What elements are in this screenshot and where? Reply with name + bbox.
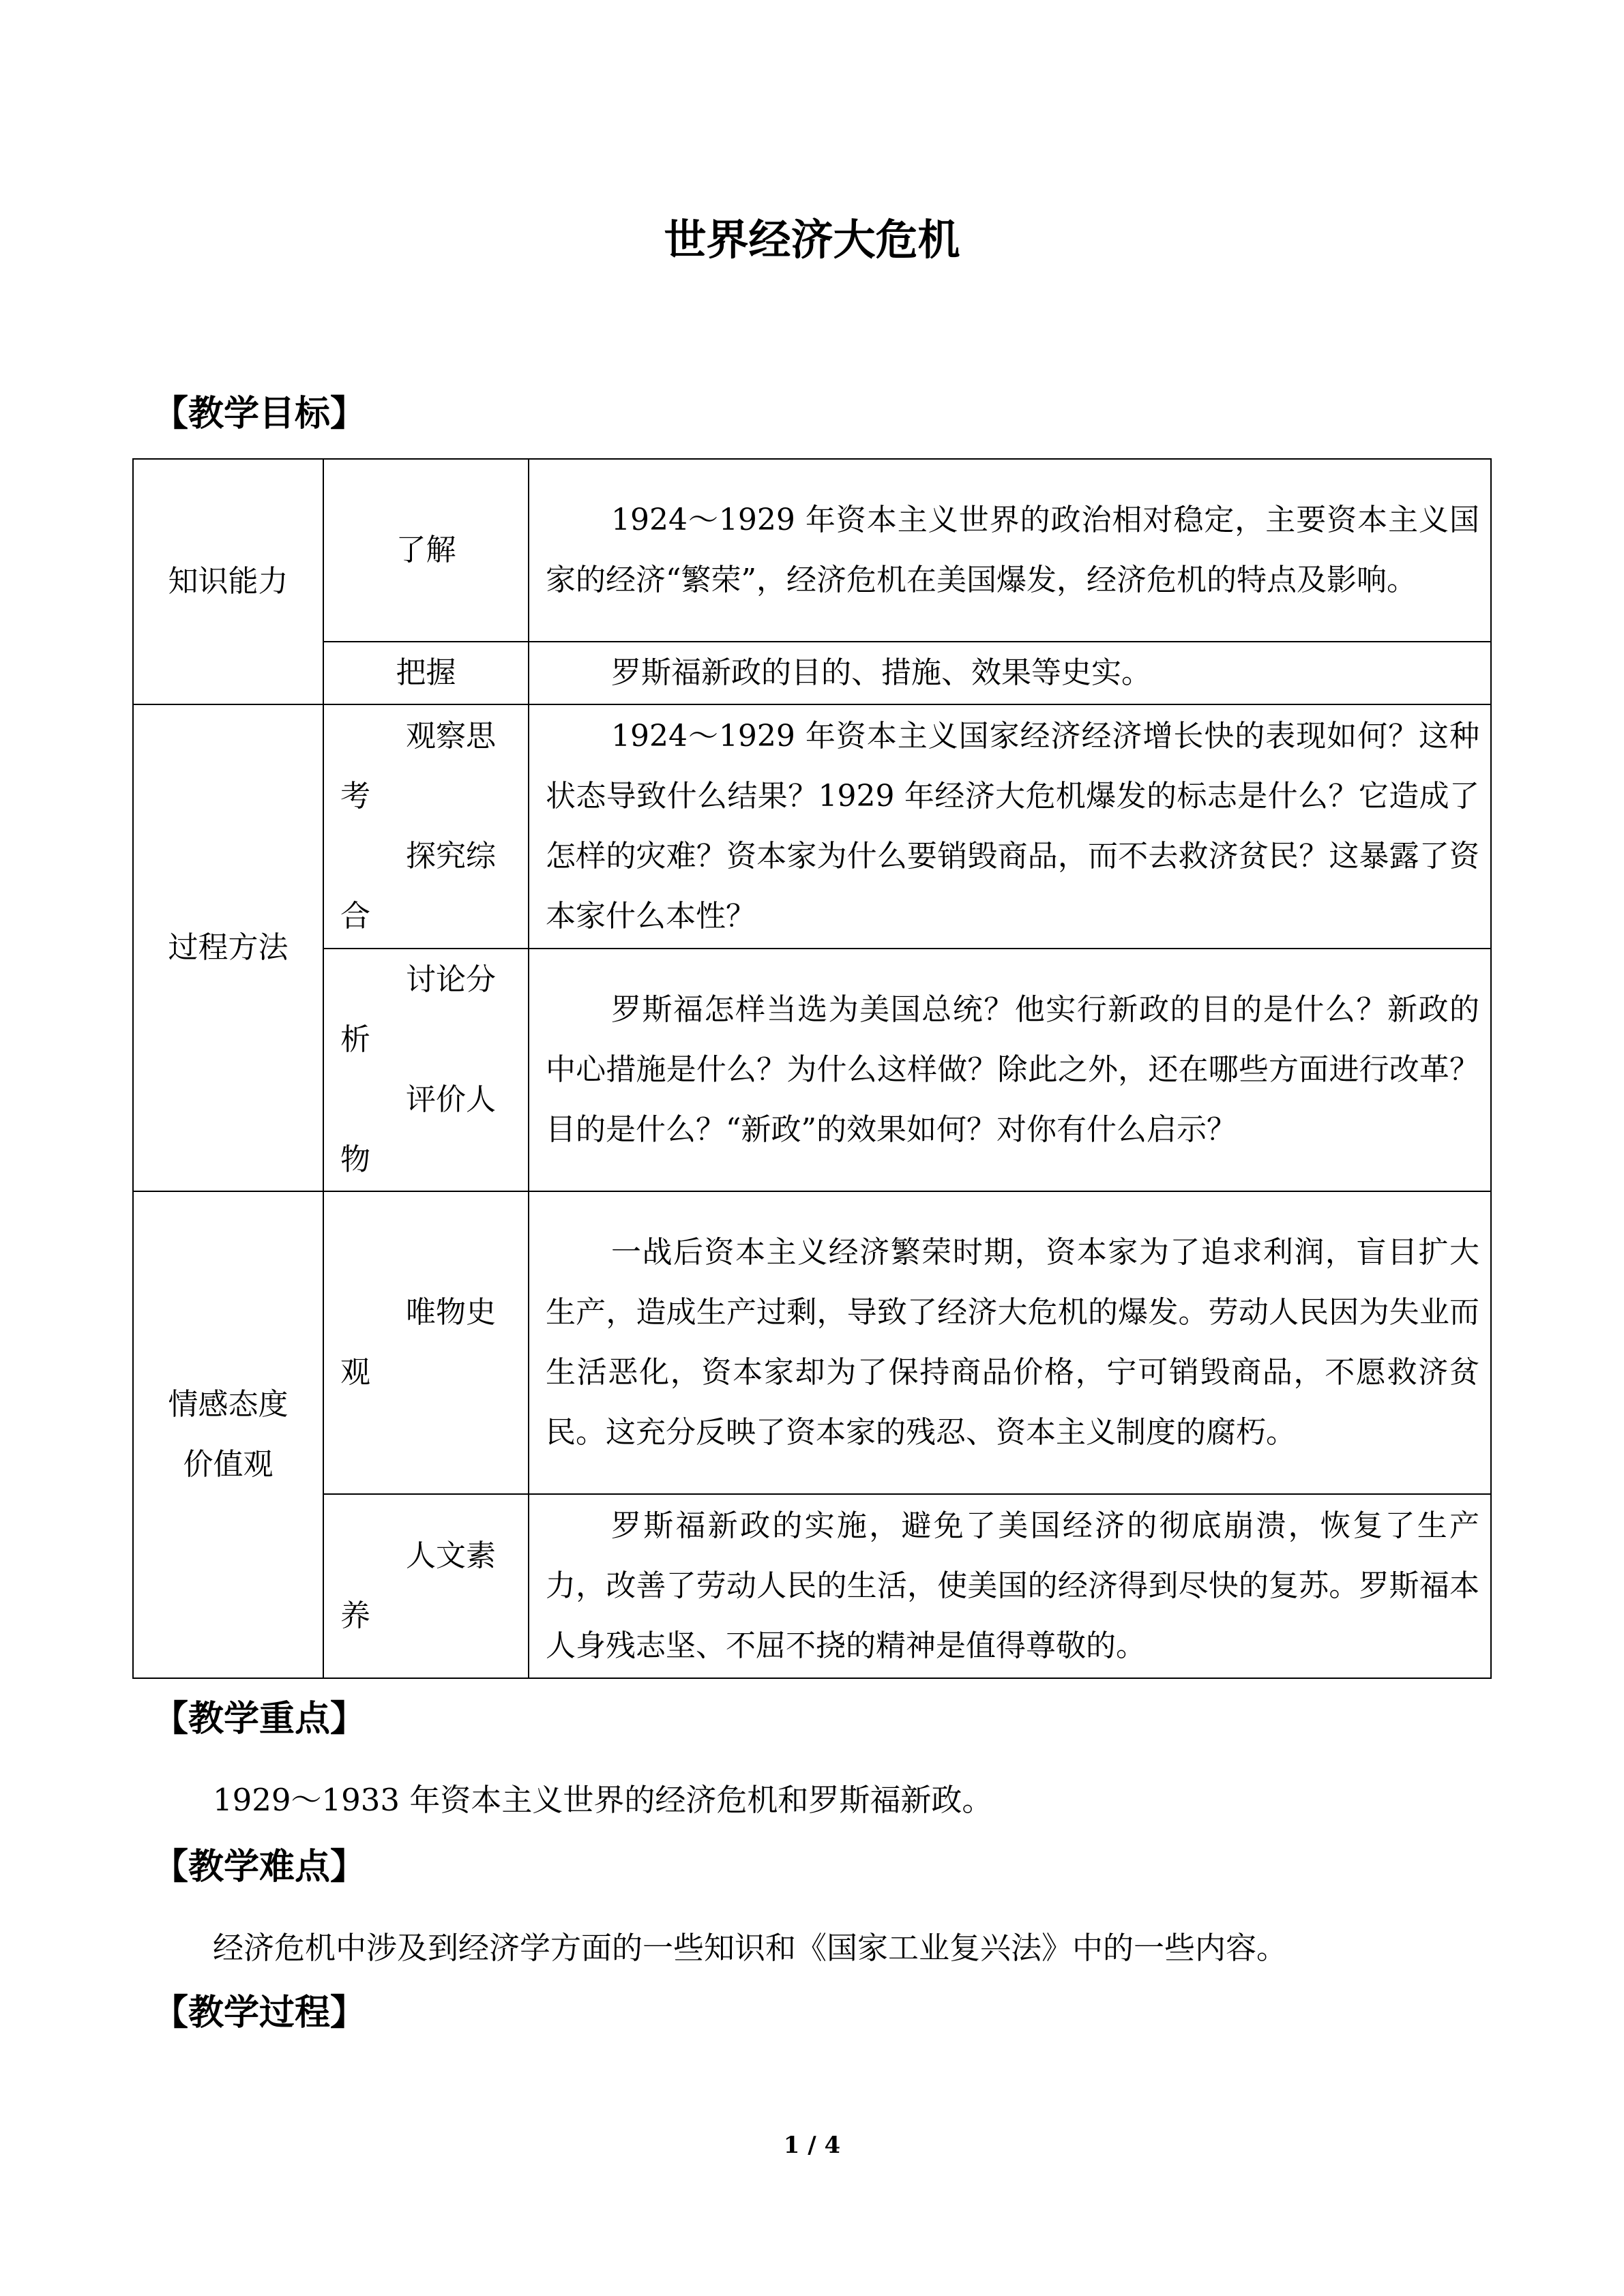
section-heading-goals: 【教学目标】 (153, 393, 366, 434)
table-row (133, 642, 1491, 704)
page-title: 世界经济大危机 (664, 215, 960, 265)
sub-label: 了解 (396, 533, 456, 567)
section-heading-difficulties: 【教学难点】 (153, 1847, 366, 1888)
content-text: 1924～1929 年资本主义世界的政治相对稳定，主要资本主义国家的经济“繁荣”，经济危机在美国爆发，经济危机的特点及影响。 (546, 503, 1479, 597)
sub-label-line: 考 (340, 779, 370, 814)
section-heading-process: 【教学过程】 (153, 1993, 366, 2033)
sub-cell (323, 1494, 529, 1678)
sub-cell (323, 704, 529, 949)
category-cell: 过程方法 (133, 704, 323, 1191)
sub-label-line: 观察思 (406, 719, 496, 754)
table-row (133, 949, 1491, 1191)
sub-label-line: 人文素 (406, 1538, 496, 1573)
difficulties-text: 经济危机中涉及到经济学方面的一些知识和《国家工业复兴法》中的一些内容。 (213, 1930, 1288, 1966)
sub-cell (323, 1191, 529, 1494)
table-row (133, 704, 1491, 949)
sub-label-line: 析 (340, 1022, 370, 1057)
sub-label-line: 物 (340, 1142, 370, 1177)
sub-label-line: 合 (340, 899, 370, 934)
content-text: 1924～1929 年资本主义国家经济经济增长快的表现如何？这种状态导致什么结果？1929 年经济大危机爆发的标志是什么？它造成了怎样的灾难？资本家为什么要销毁商品，而不去救济贫民？这暴露了资本家什么本性？ (546, 719, 1479, 934)
content-cell (529, 704, 1491, 949)
sub-label-line: 评价人 (406, 1082, 496, 1117)
sub-label-line: 观 (340, 1355, 370, 1390)
sub-label-line: 养 (340, 1598, 370, 1633)
content-cell (529, 459, 1491, 642)
page-number: 1 / 4 (783, 2132, 841, 2159)
content-text: 罗斯福新政的目的、措施、效果等史实。 (611, 655, 1151, 690)
sub-cell (323, 459, 529, 642)
sub-label-line: 唯物史 (406, 1295, 496, 1330)
teaching-goals-table (132, 458, 1492, 1679)
sub-cell (323, 642, 529, 704)
table-row (133, 459, 1491, 642)
content-text: 罗斯福新政的实施，避免了美国经济的彻底崩溃，恢复了生产力，改善了劳动人民的生活，使美国的经济得到尽快的复苏。罗斯福本人身残志坚、不屈不挠的精神是值得尊敬的。 (546, 1508, 1479, 1663)
sub-label-line: 讨论分 (406, 962, 496, 997)
content-text: 一战后资本主义经济繁荣时期，资本家为了追求利润，盲目扩大生产，造成生产过剩，导致了经济大危机的爆发。劳动人民因为失业而生活恶化，资本家却为了保持商品价格，宁可销毁商品，不愿救济贫民。这充分反映了资本家的残忍、资本主义制度的腐朽。 (546, 1235, 1479, 1450)
sub-label: 把握 (396, 655, 456, 690)
category-cell: 知识能力 (133, 459, 323, 704)
content-cell (529, 1191, 1491, 1494)
sub-cell (323, 949, 529, 1191)
category-cell (133, 1191, 323, 1678)
category-line: 价值观 (183, 1447, 274, 1482)
content-cell (529, 642, 1491, 704)
sub-label-line: 探究综 (406, 839, 496, 874)
content-cell (529, 1494, 1491, 1678)
table-row (133, 1191, 1491, 1494)
category-line: 情感态度 (168, 1387, 289, 1422)
table-row (133, 1494, 1491, 1678)
content-cell (529, 949, 1491, 1191)
key-points-text: 1929～1933 年资本主义世界的经济危机和罗斯福新政。 (213, 1782, 993, 1818)
section-heading-key-points: 【教学重点】 (153, 1699, 366, 1740)
content-text: 罗斯福怎样当选为美国总统？他实行新政的目的是什么？新政的中心措施是什么？为什么这样做？除此之外，还在哪些方面进行改革？目的是什么？“新政”的效果如何？对你有什么启示？ (546, 992, 1479, 1147)
